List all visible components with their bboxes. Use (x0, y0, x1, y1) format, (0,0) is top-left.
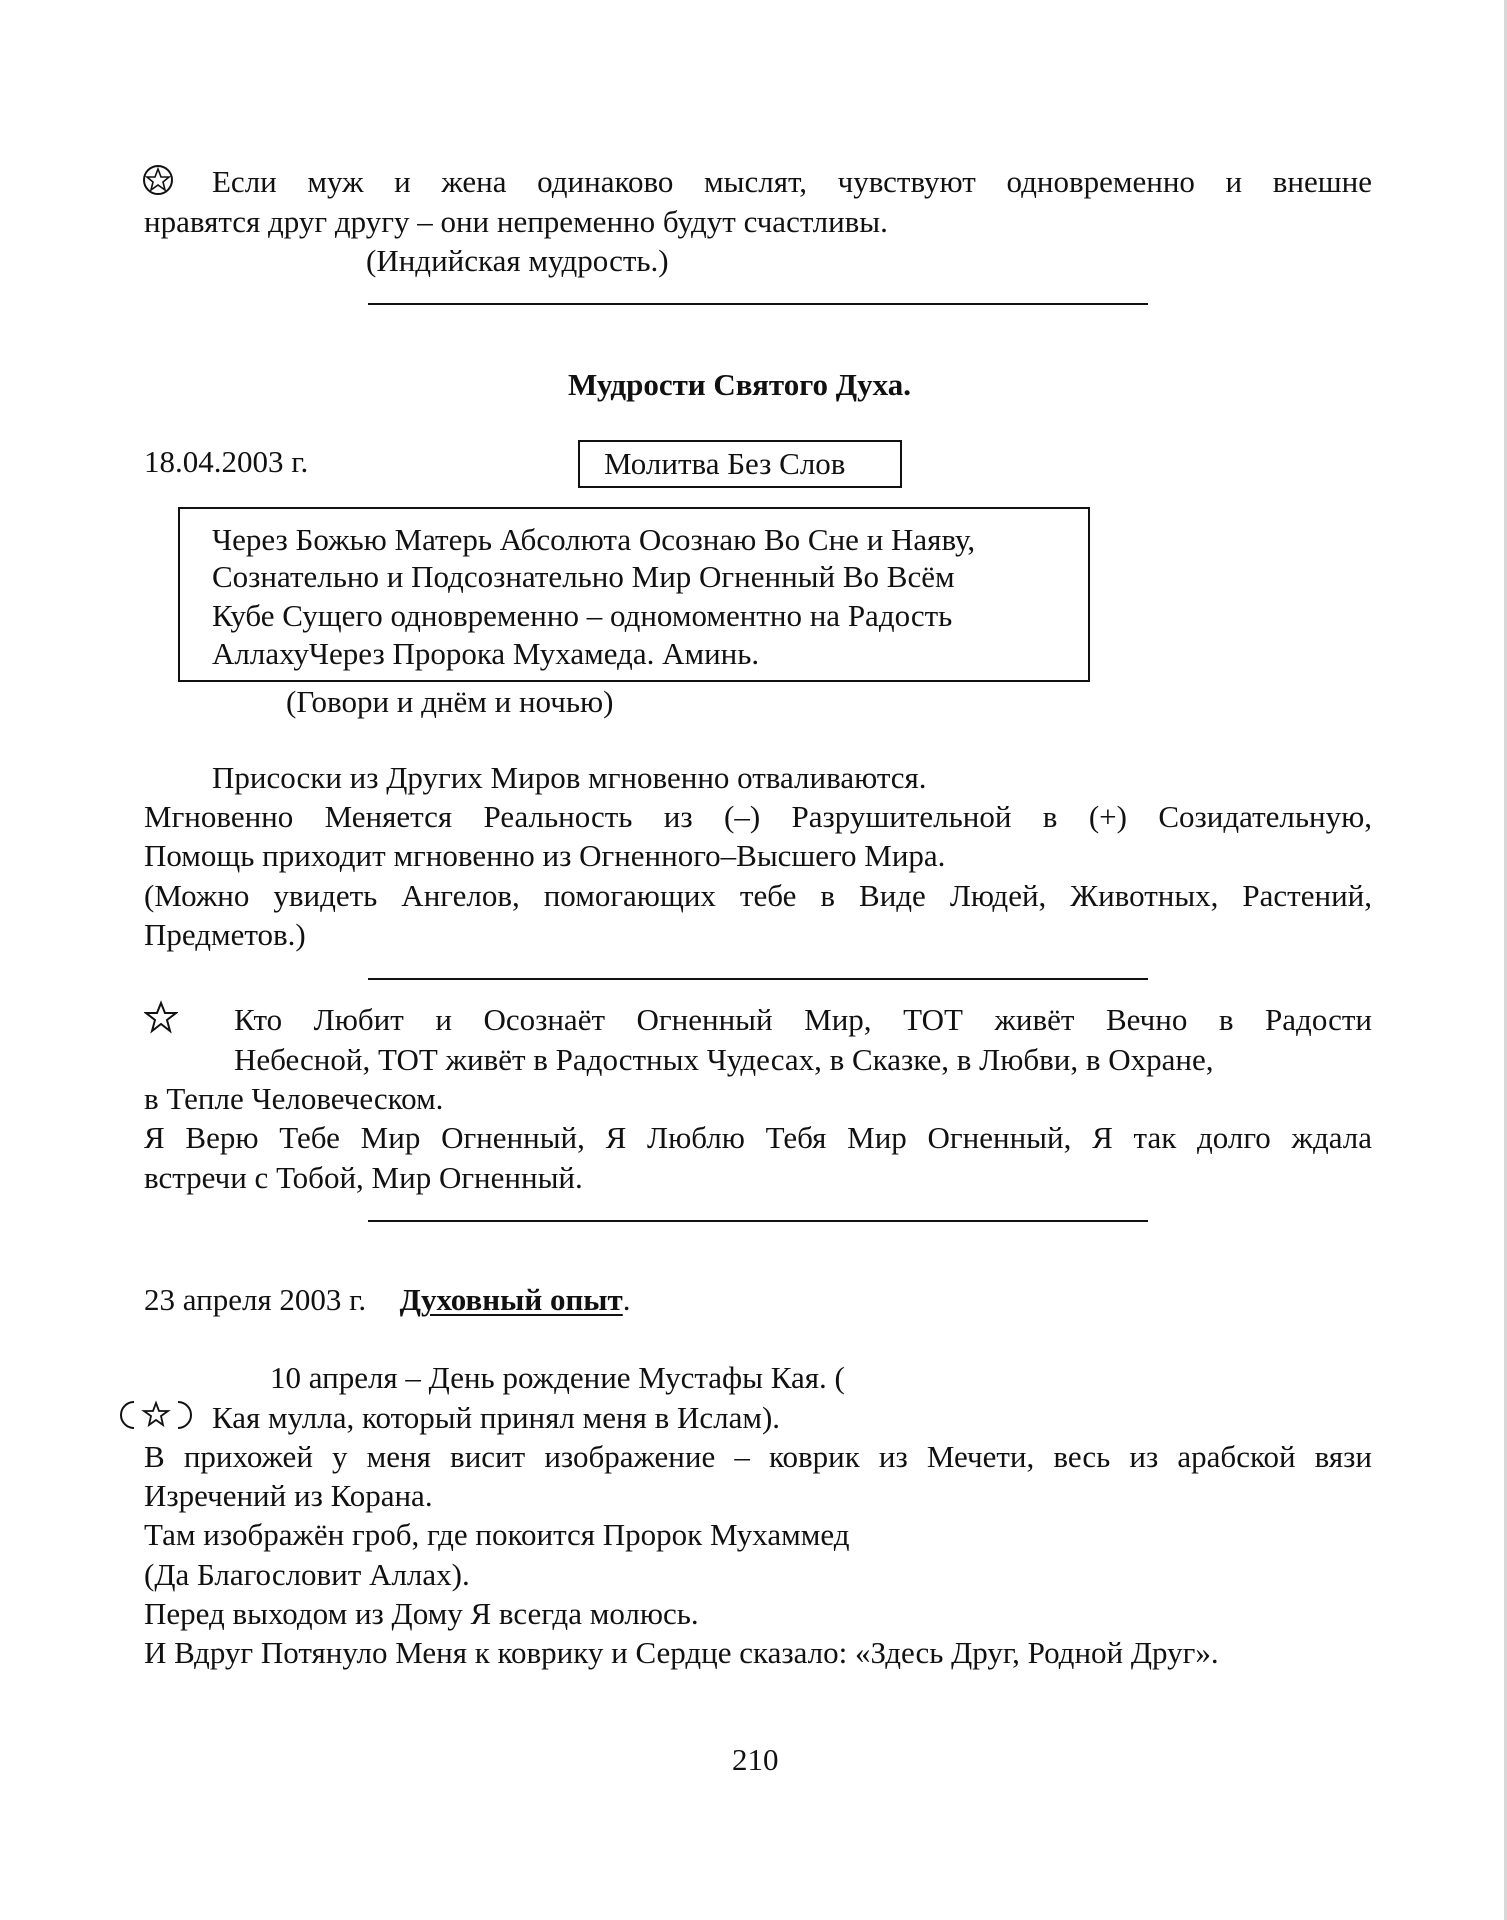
para-line-4: (Можно увидеть Ангелов, помогающих тебе в Виде Людей, Животных, Растений, (144, 878, 1372, 913)
entry3-line-6: (Да Благословит Аллах). (144, 1557, 470, 1592)
entry2-line-4: Я Верю Тебе Мир Огненный, Я Люблю Тебя Мир Огненный, Я так долго ждала (144, 1120, 1372, 1155)
entry2-line-5: встречи с Тобой, Мир Огненный. (144, 1160, 583, 1195)
para-line-5: Предметов.) (144, 917, 306, 952)
prayer-line-1: Через Божью Матерь Абсолюта Осознаю Во Сне и Наяву, (212, 522, 976, 557)
entry3-line-4: Изречений из Корана. (144, 1478, 433, 1513)
para-line-1: Присоски из Других Миров мгновенно отваливаются. (212, 760, 927, 795)
prayer-title-box (578, 440, 902, 488)
entry3-line-2: Кая мулла, который принял меня в Ислам). (212, 1400, 781, 1435)
entry-date-1: 18.04.2003 г. (144, 444, 309, 479)
prayer-line-2: Сознательно и Подсознательно Мир Огненный Во Всём (212, 559, 955, 594)
prayer-line-3: Кубе Сущего одновременно – одномоментно на Радость (212, 598, 953, 633)
divider-2 (368, 978, 1148, 980)
divider-1 (368, 303, 1148, 305)
entry3-line-5: Там изображён гроб, где покоится Пророк Мухаммед (144, 1517, 850, 1552)
prayer-note: (Говори и днём и ночью) (286, 684, 614, 719)
quote-line-1: Если муж и жена одинаково мыслят, чувствуют одновременно и внешне (212, 164, 1372, 199)
section-title: Мудрости Святого Духа. (568, 367, 911, 402)
entry3-line-7: Перед выходом из Дому Я всегда молюсь. (144, 1596, 699, 1631)
entry3-line-3: В прихожей у меня висит изображение – коврик из Мечети, весь из арабской вязи (144, 1439, 1372, 1474)
entry2-line-2: Небесной, ТОТ живёт в Радостных Чудесах, в Сказке, в Любви, в Охране, (234, 1042, 1214, 1077)
entry3-title-punct: . (622, 1282, 631, 1317)
divider-3 (368, 1220, 1148, 1222)
quote-source: (Индийская мудрость.) (366, 243, 669, 278)
entry3-line-8: И Вдруг Потянуло Меня к коврику и Сердце сказало: «Здесь Друг, Родной Друг». (144, 1635, 1219, 1670)
prayer-line-4: АллахуЧерез Пророка Мухамеда. Аминь. (212, 636, 760, 671)
page-number: 210 (732, 1742, 779, 1777)
circled-star-icon (142, 164, 174, 205)
star-outline-icon (144, 1000, 178, 1043)
entry3-header (144, 1280, 631, 1320)
crescents-star-icon (118, 1398, 194, 1441)
entry3-line-1: 10 апреля – День рождение Мустафы Кая. ( (270, 1360, 845, 1395)
entry3-title: Духовный опыт (399, 1282, 623, 1317)
para-line-3: Помощь приходит мгновенно из Огненного–Высшего Мира. (144, 838, 946, 873)
entry-date-3: 23 апреля 2003 г. (144, 1282, 367, 1317)
entry2-line-1: Кто Любит и Осознаёт Огненный Мир, ТОТ живёт Вечно в Радости (234, 1002, 1372, 1037)
quote-line-2: нравятся друг другу – они непременно будут счастливы. (144, 204, 888, 239)
prayer-title: Молитва Без Слов (604, 446, 846, 481)
entry2-line-3: в Тепле Человеческом. (144, 1081, 444, 1116)
para-line-2: Мгновенно Меняется Реальность из (–) Разрушительной в (+) Созидательную, (144, 799, 1372, 834)
